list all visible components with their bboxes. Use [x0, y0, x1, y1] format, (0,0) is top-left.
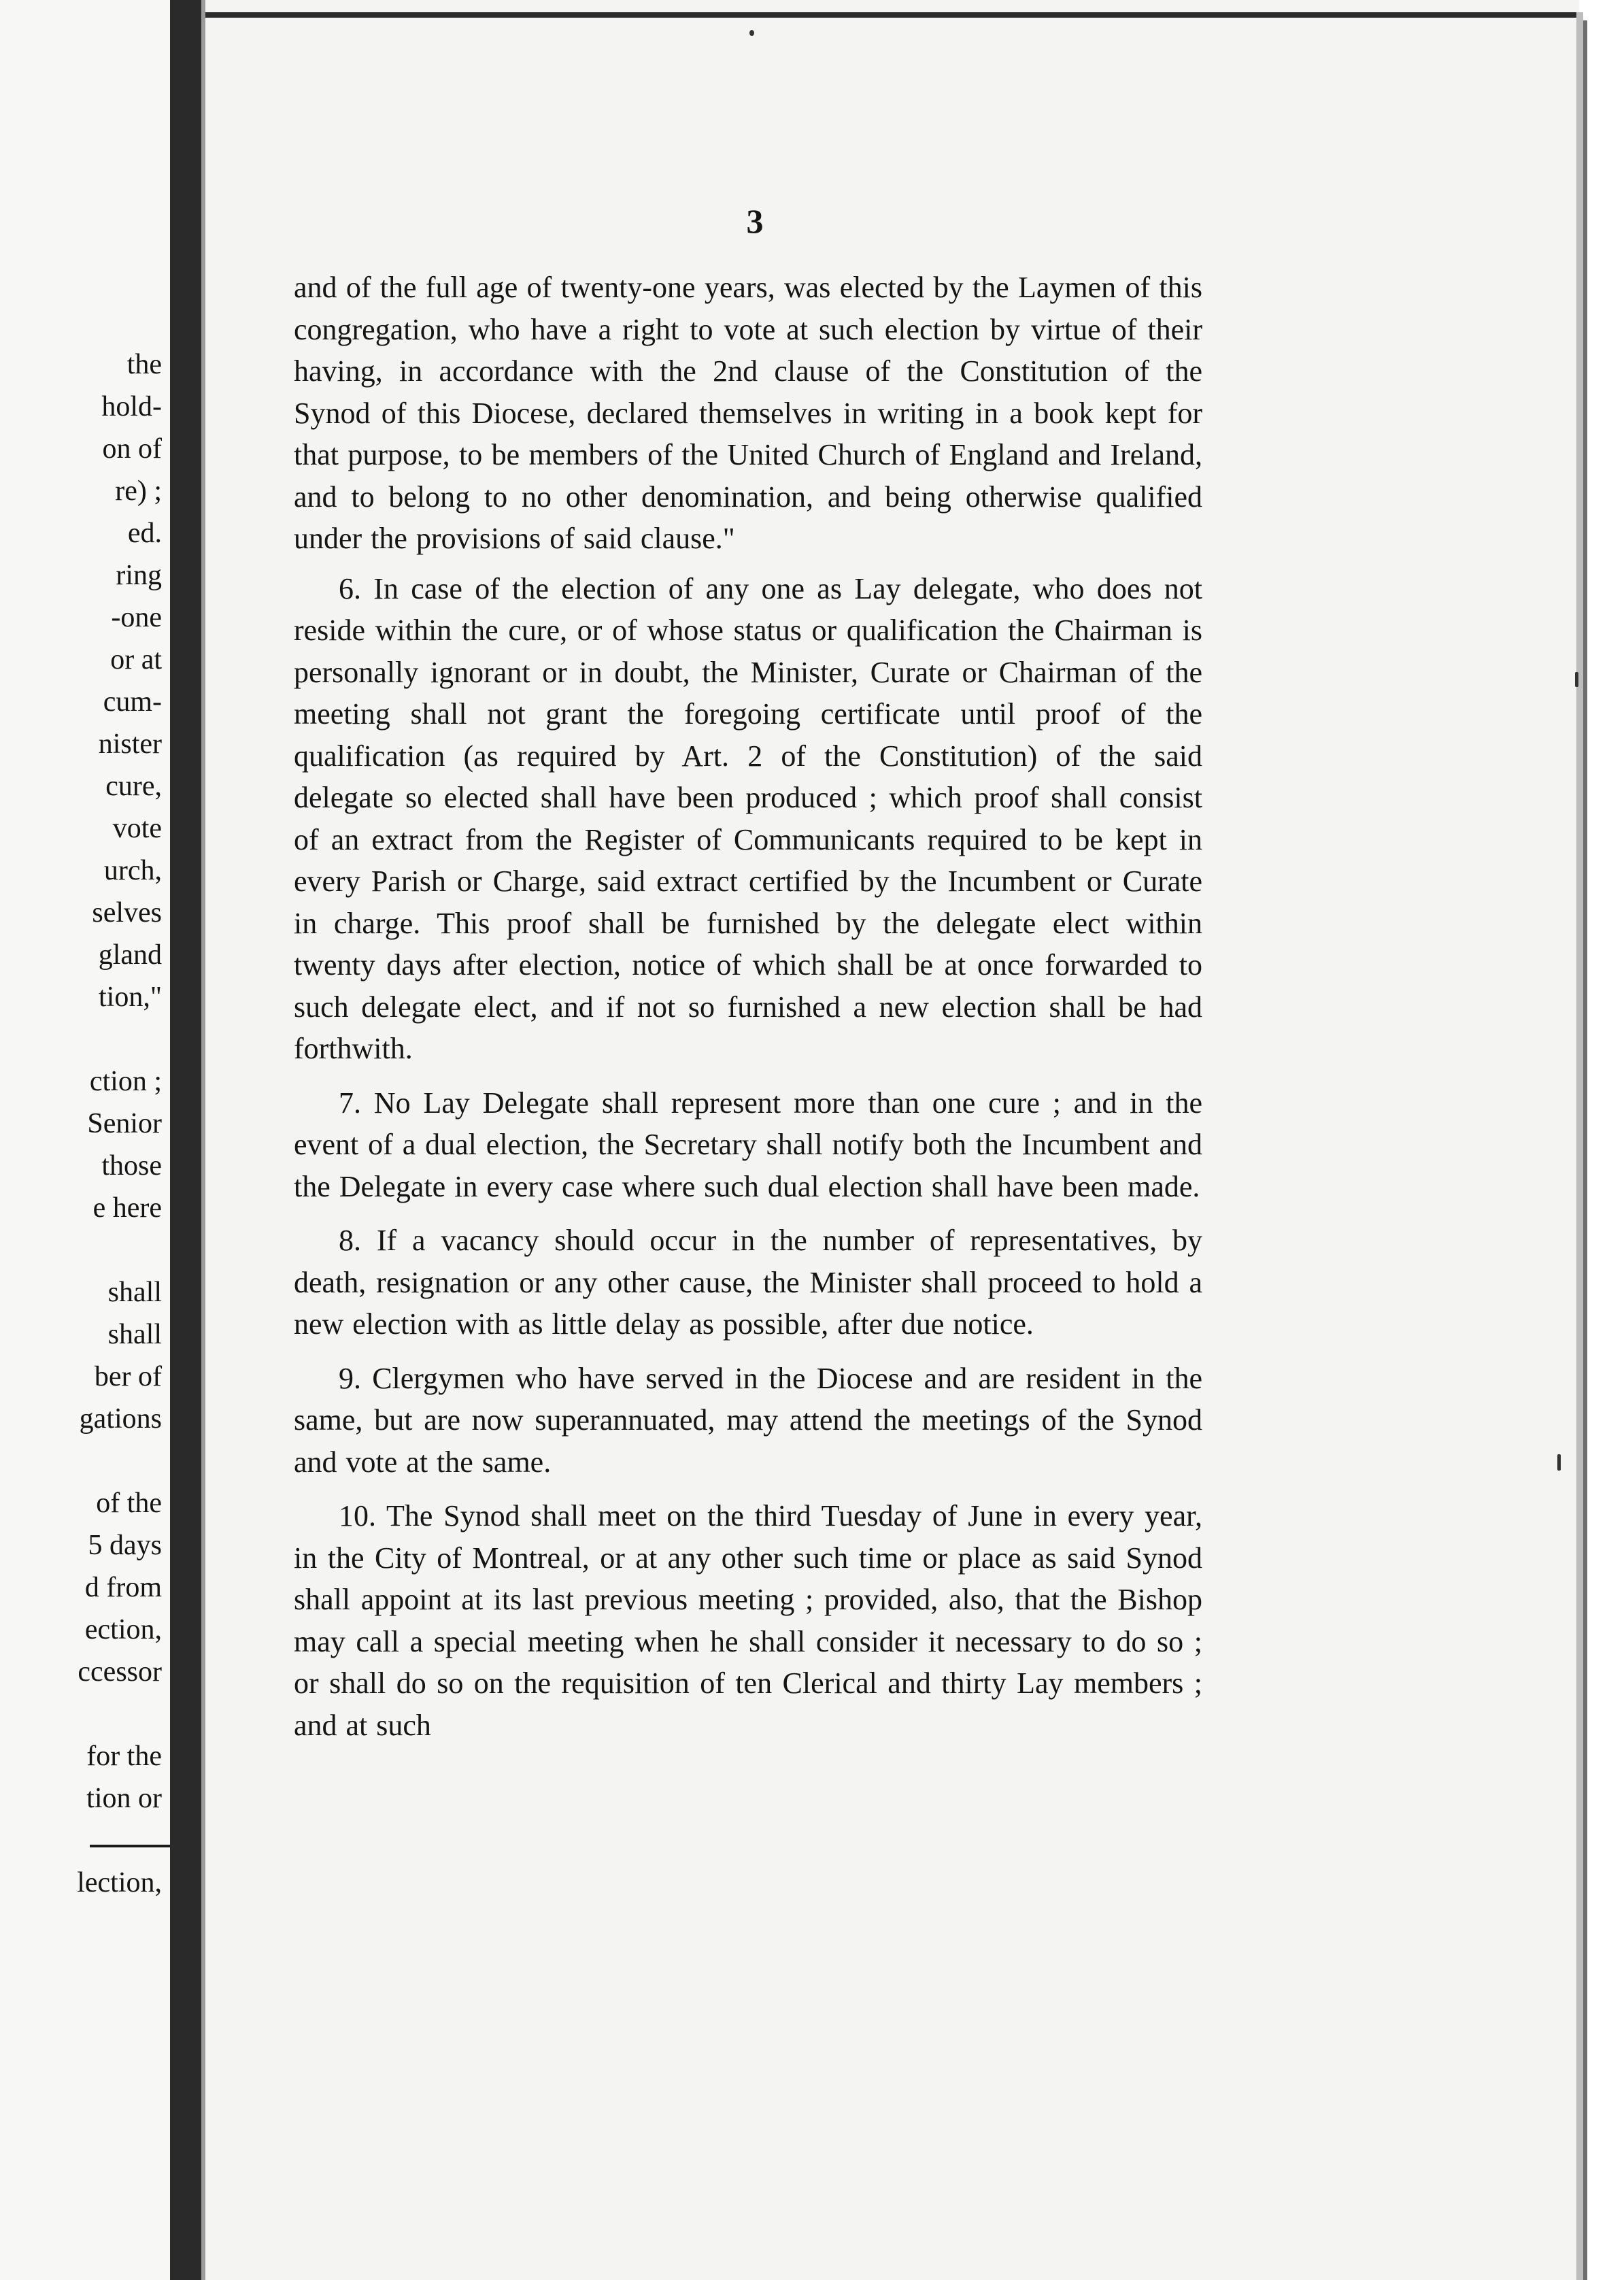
paragraph-text: In case of the election of any one as Lay delegate, who does not reside within the cure, or of whose status or qualification the Chairman is personally ignorant or in doubt, the Minister, Curate or Chairman of the meeting shall not grant the foregoing certificate until proof of the qualification (as required by Art. 2 of the Constitution) of the said delegate so elected shall have been produced ; which proof shall consist of an extract from the Register of Communicants required to be kept in every Parish or Charge, said extract certified by the Incumbent or Curate in charge. This proof shall be furnished by the delegate elect within twenty days after election, notice of which shall be at once forwarded to such delegate elect, and if not so furnished a new election shall be had forthwith.: [294, 571, 1203, 1065]
paragraph-text: and of the full age of twenty-one years, was elected by the Laymen of this congregation, who have a right to vote at such election by virtue of their having, in accordance with the 2nd clause of the Constitution of the Synod of this Diocese, declared themselves in writing in a book kept for that purpose, to be members of the United Church of England and Ireland, and to belong to no other denomination, and being otherwise qualified under the provisions of said clause.": [294, 271, 1202, 555]
left-fragment-line: 5 days: [88, 1530, 162, 1561]
paragraph-section-6: [294, 568, 1202, 1070]
left-fragment-line: or at: [110, 644, 162, 675]
paragraph-section-9: [294, 1358, 1202, 1483]
section-number: 6.: [339, 571, 361, 605]
print-speck: [1575, 672, 1578, 687]
left-fragment-line: ction ;: [89, 1066, 162, 1097]
left-fragment-line: cum-: [103, 686, 162, 718]
section-number: 9.: [339, 1361, 361, 1395]
page-right-edge: [1576, 12, 1583, 2280]
left-fragment-line: d from: [84, 1572, 162, 1603]
left-page-rule: [90, 1845, 170, 1847]
page-number: 3: [746, 202, 764, 240]
left-fragment-line: those: [101, 1150, 162, 1181]
left-fragment-line: vote: [112, 813, 162, 844]
binding-gutter: [170, 0, 201, 2280]
left-fragment-line: urch,: [103, 855, 162, 886]
left-fragment-line: re) ;: [115, 475, 162, 507]
left-fragment-line: cure,: [105, 771, 162, 802]
print-speck: [1557, 1454, 1561, 1471]
left-fragment-line: hold-: [101, 391, 162, 422]
left-fragment-line: on of: [102, 433, 162, 465]
left-fragment-line: shall: [107, 1319, 162, 1350]
left-fragment-line: lection,: [77, 1867, 162, 1898]
paragraph-text: Clergymen who have served in the Diocese and are resident in the same, but are now superannuated, may attend the meetings of the Synod and vote at the same.: [294, 1361, 1202, 1479]
section-number: 7.: [339, 1086, 361, 1120]
left-fragment-line: ring: [116, 560, 162, 591]
left-fragment-line: tion or: [86, 1783, 162, 1814]
left-page-text-fragments: [0, 343, 162, 1904]
left-fragment-line: the: [126, 349, 162, 380]
left-fragment-line: ed.: [127, 518, 162, 549]
left-fragment-line: -one: [111, 602, 162, 633]
paragraph-text: The Synod shall meet on the third Tuesday of June in every year, in the City of Montreal, or at any other such time or place as said Synod shall appoint at its last previous meeting ; provided, also, that the Bishop may call a special meeting when he shall consider it necessary to do so ; or shall do so on the requisition of ten Clerical and thirty Lay members ; and at such: [294, 1499, 1202, 1742]
left-fragment-line: e here: [92, 1192, 162, 1224]
left-fragment-line: ccessor: [78, 1656, 162, 1688]
paragraph-continuation: [294, 267, 1202, 560]
paragraph-text: If a vacancy should occur in the number of representatives, by death, resignation or any other cause, the Minister shall proceed to hold a new election with as little delay as possible, after due notice.: [294, 1224, 1202, 1341]
left-fragment-line: ection,: [84, 1614, 162, 1645]
section-number: 10.: [339, 1499, 376, 1532]
left-facing-page: [0, 0, 170, 2280]
left-fragment-line: gations: [79, 1403, 162, 1435]
left-fragment-line: tion,": [99, 982, 162, 1013]
left-fragment-line: for the: [86, 1741, 162, 1772]
paragraph-section-7: [294, 1082, 1202, 1208]
left-fragment-line: gland: [98, 939, 162, 971]
left-fragment-line: ber of: [94, 1361, 162, 1392]
paragraph-section-8: [294, 1220, 1202, 1345]
left-fragment-line: shall: [107, 1277, 162, 1308]
page-top-border: [205, 12, 1579, 18]
paragraph-section-10: [294, 1495, 1202, 1746]
section-number: 8.: [339, 1224, 361, 1257]
left-fragment-line: Senior: [87, 1108, 162, 1139]
left-fragment-line: of the: [96, 1488, 162, 1519]
left-fragment-line: selves: [92, 897, 162, 928]
outer-margin: [1587, 0, 1624, 2280]
paragraph-text: No Lay Delegate shall represent more than one cure ; and in the event of a dual election, the Secretary shall notify both the Incumbent and the Delegate in every case where such dual election shall have been made.: [294, 1086, 1203, 1203]
body-text: [294, 267, 1202, 1758]
left-fragment-line: nister: [98, 728, 162, 760]
print-speck: [749, 30, 754, 36]
